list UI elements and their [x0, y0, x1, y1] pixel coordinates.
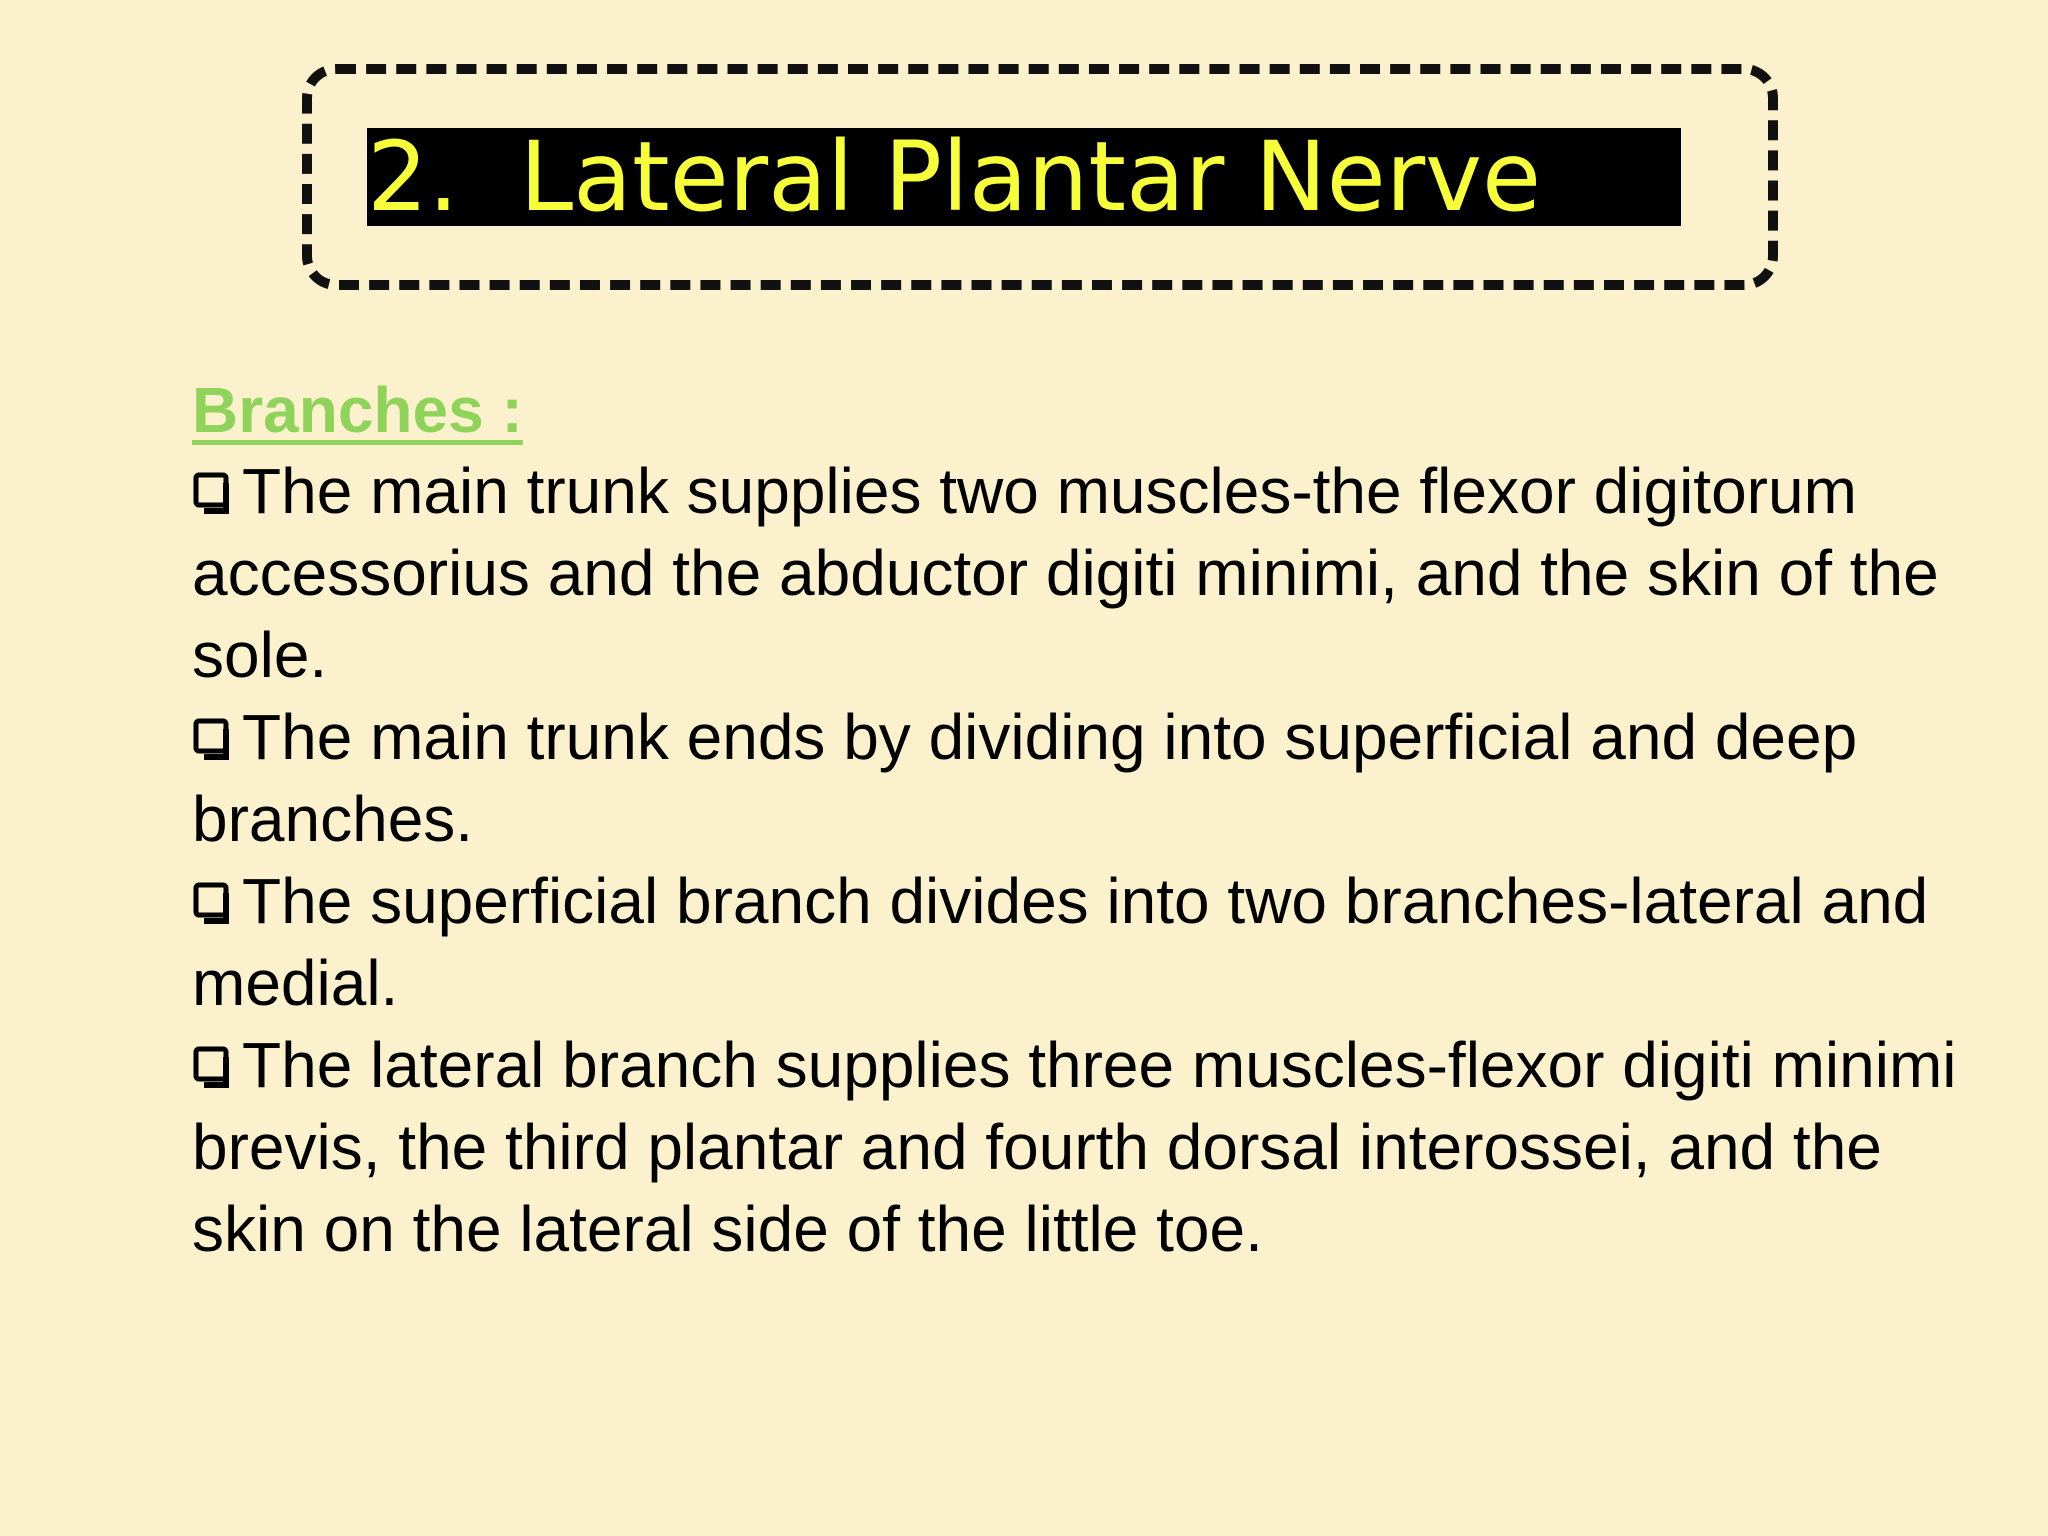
checkbox-square-icon — [192, 881, 236, 925]
branches-heading: Branches : — [192, 374, 523, 446]
bullet-item — [192, 450, 1992, 696]
bullet-text: The main trunk supplies two muscles-the flexor digitorum accessorius and the abductor digiti minimi, and the skin of the sole. — [192, 455, 1939, 691]
checkbox-square-icon — [192, 717, 236, 761]
title-banner — [367, 128, 1681, 226]
slide-title: 2. Lateral Plantar Nerve — [367, 128, 1542, 226]
bullet-text: The superficial branch divides into two branches-lateral and medial. — [192, 865, 1929, 1019]
bullet-item — [192, 860, 1992, 1024]
checkbox-square-icon — [192, 1045, 236, 1089]
bullet-item — [192, 1024, 1992, 1270]
checkbox-square-icon — [192, 471, 236, 515]
bullet-text: The lateral branch supplies three muscles-flexor digiti minimi brevis, the third plantar and fourth dorsal interossei, and the skin on the lateral side of the little toe. — [192, 1029, 1957, 1265]
slide-body — [192, 370, 1992, 1270]
bullet-text: The main trunk ends by dividing into superficial and deep branches. — [192, 701, 1858, 855]
bullet-item — [192, 696, 1992, 860]
